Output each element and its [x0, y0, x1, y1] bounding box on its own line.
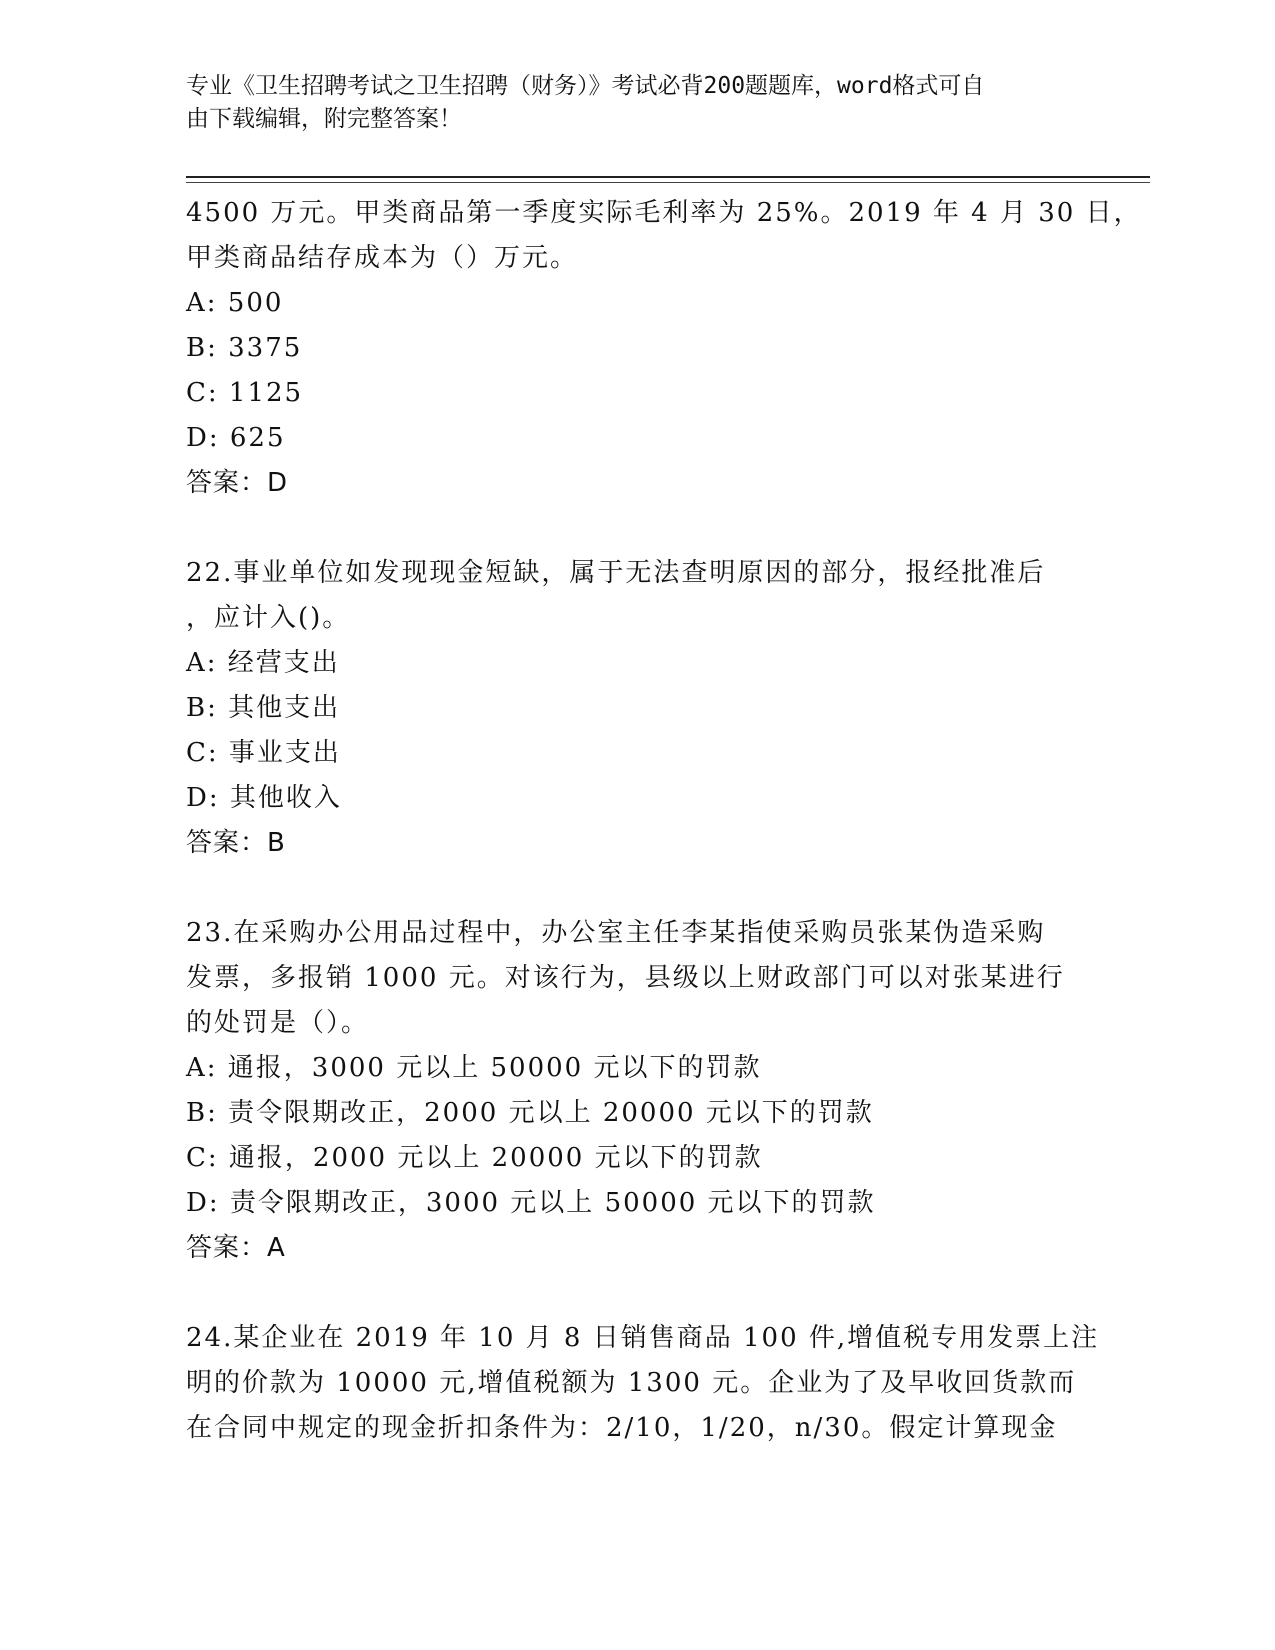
question-22-option-a: A: 经营支出: [186, 648, 340, 678]
question-spacer: [186, 866, 1086, 911]
question-21: [186, 191, 1142, 506]
question-21-answer: 答案：D: [186, 468, 289, 498]
question-21-option-c: C: 1125: [186, 378, 304, 408]
question-21-option-d: D: 625: [186, 423, 286, 453]
question-22-option-c: C: 事业支出: [186, 738, 341, 768]
document-header: [186, 70, 1066, 136]
question-24: [186, 1316, 1100, 1451]
header-title-line-1: 专业《卫生招聘考试之卫生招聘（财务）》考试必背200题题库，word格式可自: [186, 73, 985, 99]
header-divider-thick: [186, 176, 1150, 178]
header-divider-thin: [186, 182, 1150, 183]
question-22-option-b: B: 其他支出: [186, 693, 341, 723]
question-23-option-c: C: 通报，2000 元以上 20000 元以下的罚款: [186, 1143, 763, 1173]
question-24-text-line-2: 明的价款为 10000 元,增值税额为 1300 元。企业为了及早收回货款而: [186, 1368, 1077, 1398]
question-21-text-line-2: 甲类商品结存成本为（）万元。: [186, 243, 579, 273]
question-24-text-line-3: 在合同中规定的现金折扣条件为：2/10，1/20，n/30。假定计算现金: [186, 1413, 1058, 1443]
question-24-text-line-1: 24.某企业在 2019 年 10 月 8 日销售商品 100 件,增值税专用发票上注: [186, 1323, 1100, 1353]
question-23-text-line-1: 23.在采购办公用品过程中，办公室主任李某指使采购员张某伪造采购: [186, 918, 1046, 948]
question-23-option-a: A: 通报，3000 元以上 50000 元以下的罚款: [186, 1053, 762, 1083]
header-title-line-2: 由下载编辑，附完整答案！: [186, 106, 462, 132]
question-23-text-line-2: 发票，多报销 1000 元。对该行为，县级以上财政部门可以对张某进行: [186, 963, 1065, 993]
question-22-answer: 答案：B: [186, 828, 286, 858]
question-21-option-b: B: 3375: [186, 333, 303, 363]
question-23-text-line-3: 的处罚是（）。: [186, 1008, 370, 1038]
question-22-text-line-2: ，应计入()。: [186, 603, 351, 633]
question-23-option-d: D: 责令限期改正，3000 元以上 50000 元以下的罚款: [186, 1188, 876, 1218]
question-22-text-line-1: 22.事业单位如发现现金短缺，属于无法查明原因的部分，报经批准后: [186, 558, 1046, 588]
question-23-option-b: B: 责令限期改正，2000 元以上 20000 元以下的罚款: [186, 1098, 874, 1128]
question-21-text-line-1: 4500 万元。甲类商品第一季度实际毛利率为 25%。2019 年 4 月 30 日，: [186, 198, 1142, 228]
question-22-option-d: D: 其他收入: [186, 783, 342, 813]
question-22: [186, 551, 1086, 866]
question-content: [186, 191, 1142, 1451]
question-spacer: [186, 506, 1086, 551]
question-23: [186, 911, 1086, 1271]
question-spacer: [186, 1271, 1086, 1316]
question-21-option-a: A: 500: [186, 288, 284, 318]
question-23-answer: 答案：A: [186, 1233, 286, 1263]
